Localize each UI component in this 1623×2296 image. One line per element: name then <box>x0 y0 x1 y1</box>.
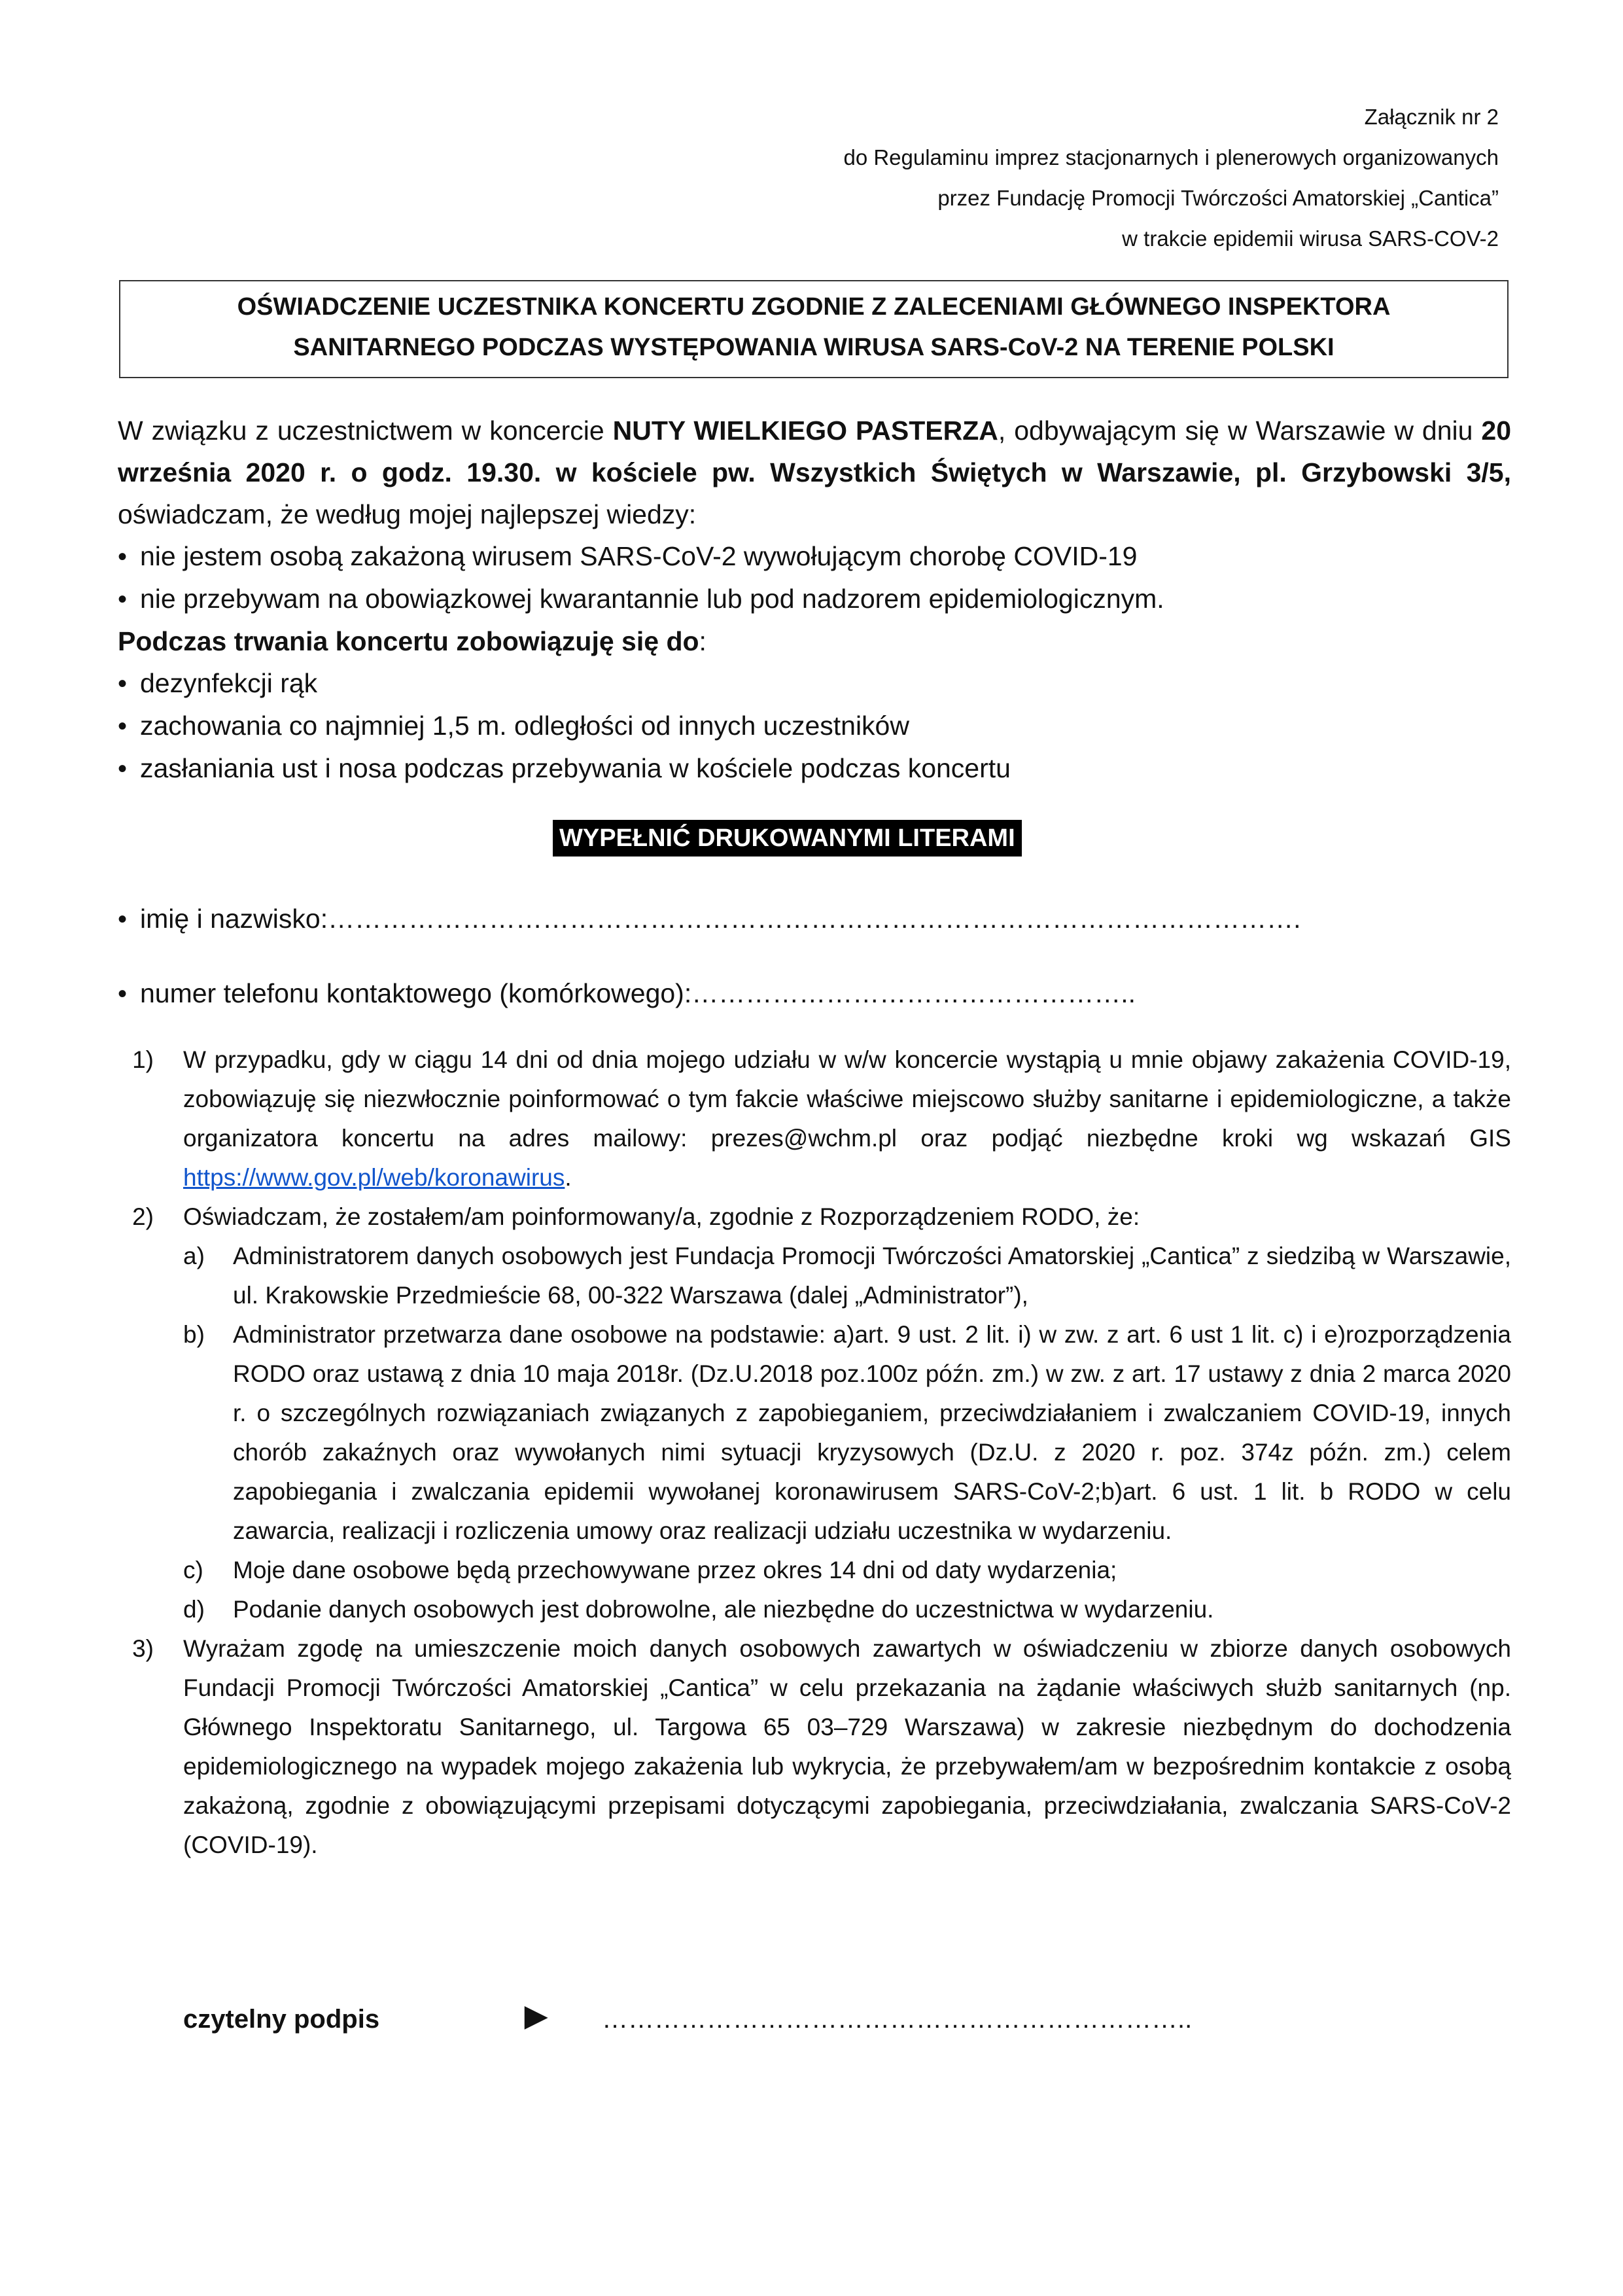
numbered-clauses <box>118 1040 1511 1865</box>
subclause-text: Podanie danych osobowych jest dobrowolne, ale niezbędne do uczestnictwa w wydarzeniu. <box>233 1596 1214 1623</box>
name-field-label: imię i nazwisko: <box>140 904 328 934</box>
intro-text: W związku z uczestnictwem w koncercie <box>118 415 613 446</box>
subclause-text: Administratorem danych osobowych jest Fundacja Promocji Twórczości Amatorskiej „Cantica” z siedzibą w Warszawie, ul. Krakowskie Przedmieście 68, 00-322 Warszawa (dalej „Administrator”), <box>233 1243 1511 1309</box>
declaration-bullet: • nie jestem osobą zakażoną wirusem SARS-CoV-2 wywołującym chorobę COVID-19 <box>118 535 1511 578</box>
phone-field[interactable] <box>118 975 1136 1012</box>
signature-line[interactable]: ………………………………………………………….. <box>602 2005 1193 2034</box>
subclause-letter: c) <box>183 1557 203 1583</box>
subclause-letter: d) <box>183 1596 205 1623</box>
obligation-bullet: • dezynfekcji rąk <box>118 662 1511 705</box>
subclause-letter: a) <box>183 1243 205 1269</box>
obligation-bullet: • zasłaniania ust i nosa podczas przebywania w kościele podczas koncertu <box>118 747 1511 790</box>
concert-name: NUTY WIELKIEGO PASTERZA <box>612 415 998 446</box>
subclause-c <box>183 1551 1511 1590</box>
attachment-foundation: przez Fundację Promocji Twórczości Amatorskiej „Cantica” <box>937 186 1499 210</box>
clause-number: 3) <box>132 1635 154 1662</box>
clause-3 <box>118 1629 1511 1865</box>
document-title <box>119 280 1509 378</box>
attachment-reference: do Regulaminu imprez stacjonarnych i plenerowych organizowanych <box>843 145 1499 169</box>
subclause-text: Administrator przetwarza dane osobowe na podstawie: a)art. 9 ust. 2 lit. i) w zw. z art. 6 ust 1 lit. c) i e)rozporządzenia RODO oraz ustawą z dnia 10 maja 2018r. (Dz.U.2018 poz.100z późn. zm.) w zw. z art. 17 ustawy z dnia 2 marca 2020 r. o szczególnych rozwiązaniach związanych z zapobieganiem, przeciwdziałaniem i zwalczaniem COVID-19, innych chorób zakaźnych oraz wywołanych nimi sytuacji kryzysowych (Dz.U. z 2020 r. poz. 374z późn. zm.) celem zapobiegania i zwalczania epidemii wywołanej koronawirusem SARS-CoV-2;b)art. 6 ust. 1 lit. b RODO w celu zawarcia, realizacji i rozliczenia umowy oraz realizacji udziału uczestnika w wydarzeniu. <box>233 1321 1511 1544</box>
clause-1-end: . <box>565 1164 572 1191</box>
clause-1 <box>118 1040 1511 1197</box>
clause-number: 1) <box>132 1046 154 1073</box>
clause-number: 2) <box>132 1203 154 1230</box>
subclause-a <box>183 1237 1511 1315</box>
arrow-right-icon: ► <box>517 1994 556 2038</box>
subclause-d <box>183 1590 1511 1629</box>
obligation-heading <box>118 620 1511 662</box>
subclause-text: Moje dane osobowe będą przechowywane przez okres 14 dni od daty wydarzenia; <box>233 1557 1117 1583</box>
clause-text <box>183 1040 1511 1197</box>
name-field[interactable] <box>118 900 1301 938</box>
title-line-2: SANITARNEGO PODCZAS WYSTĘPOWANIA WIRUSA SARS-CoV-2 NA TERENIE POLSKI <box>293 334 1335 361</box>
fill-in-capitals-banner: WYPEŁNIĆ DRUKOWANYMI LITERAMI <box>553 820 1022 857</box>
clause-2 <box>118 1197 1511 1629</box>
attachment-number: Załącznik nr 2 <box>1364 105 1499 129</box>
phone-field-label: numer telefonu kontaktowego (komórkowego): <box>140 978 692 1008</box>
obligation-heading-text: Podczas trwania koncertu zobowiązuję się do <box>118 626 699 656</box>
obligation-colon: : <box>699 626 707 656</box>
attachment-header <box>517 97 1499 259</box>
intro-section <box>118 410 1511 790</box>
signature-label: czytelny podpis <box>183 2005 380 2034</box>
phone-field-dots[interactable]: ………………………………………….. <box>691 978 1136 1008</box>
intro-paragraph <box>118 410 1511 535</box>
title-line-1: OŚWIADCZENIE UCZESTNIKA KONCERTU ZGODNIE Z ZALECENIAMI GŁÓWNEGO INSPEKTORA <box>237 293 1391 321</box>
clause-2-text: Oświadczam, że zostałem/am poinformowany/a, zgodnie z Rozporządzeniem RODO, że: <box>183 1203 1140 1230</box>
declaration-bullet: • nie przebywam na obowiązkowej kwarantannie lub pod nadzorem epidemiologicznym. <box>118 578 1511 620</box>
attachment-epidemic: w trakcie epidemii wirusa SARS-COV-2 <box>1122 226 1499 251</box>
subclause-letter: b) <box>183 1321 205 1348</box>
concert-datetime-location: 20 września 2020 r. o godz. 19.30. w kościele pw. Wszystkich Świętych w Warszawie, pl. Grzybowski 3/5, <box>118 415 1511 487</box>
obligation-bullet: • zachowania co najmniej 1,5 m. odległości od innych uczestników <box>118 705 1511 747</box>
gis-link[interactable]: https://www.gov.pl/web/koronawirus <box>183 1164 565 1191</box>
name-field-dots[interactable]: ………………………………………………………………………………………………. <box>328 904 1301 934</box>
intro-text: oświadczam, że według mojej najlepszej wiedzy: <box>118 499 697 529</box>
clause-text: Wyrażam zgodę na umieszczenie moich danych osobowych zawartych w oświadczeniu w zbiorze danych osobowych Fundacji Promocji Twórczości Amatorskiej „Cantica” w celu przekazania na żądanie właściwych służb sanitarnych (np. Głównego Inspektoratu Sanitarnego, ul. Targowa 65 03–729 Warszawa) w zakresie niezbędnym do dochodzenia epidemiologicznego na wypadek mojego zakażenia lub wykrycia, że przebywałem/am w bezpośrednim kontakcie z osobą zakażoną, zgodnie z obowiązującymi przepisami dotyczącymi zapobiegania, przeciwdziałania, zwalczania SARS-CoV-2 (COVID-19). <box>183 1635 1511 1858</box>
clause-text <box>183 1197 1511 1629</box>
subclause-b <box>183 1315 1511 1551</box>
clause-1-text: W przypadku, gdy w ciągu 14 dni od dnia mojego udziału w w/w koncercie wystąpią u mnie objawy zakażenia COVID-19, zobowiązuję się niezwłocznie poinformować o tym fakcie właściwe miejscowo służby sanitarne i epidemiologiczne, a także organizatora koncertu na adres mailowy: prezes@wchm.pl oraz podjąć niezbędne kroki wg wskazań GIS <box>183 1046 1511 1152</box>
intro-text: , odbywającym się w Warszawie w dniu <box>998 415 1482 446</box>
